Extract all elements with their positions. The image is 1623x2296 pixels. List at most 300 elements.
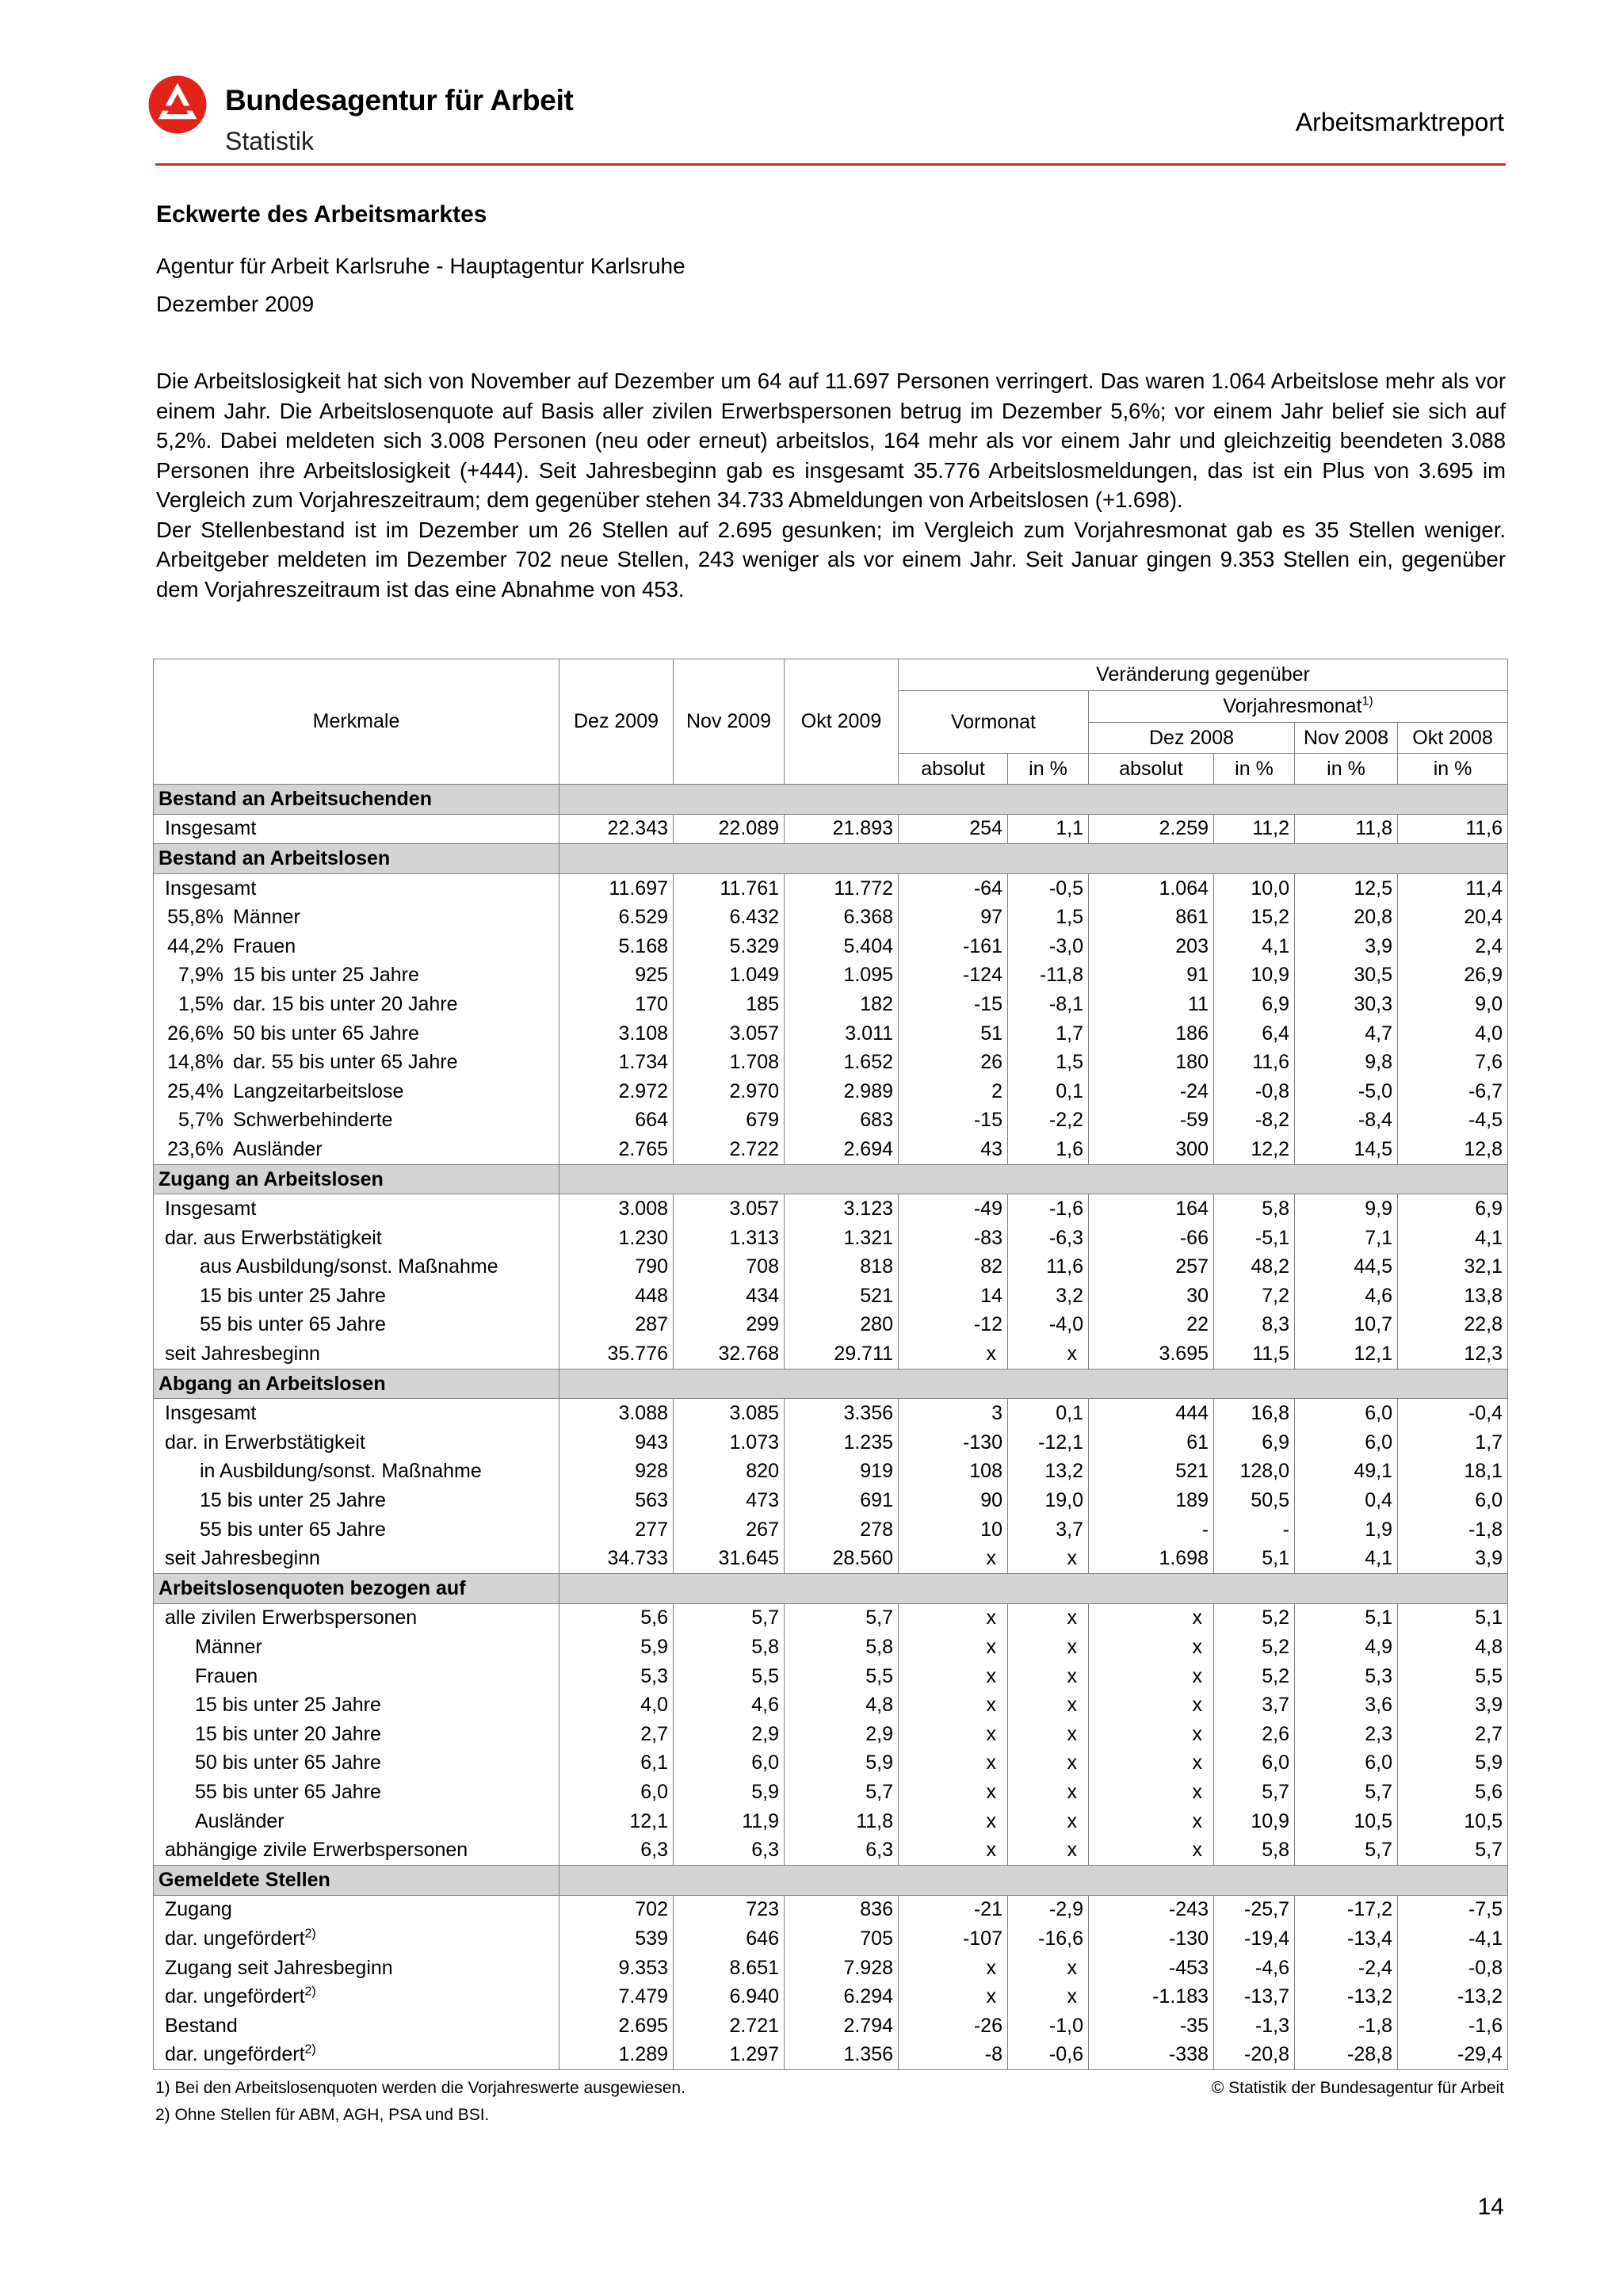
table-cell: -17,2 bbox=[1295, 1895, 1398, 1924]
row-label-text: abhängige zivile Erwerbspersonen bbox=[165, 1839, 468, 1862]
table-cell: 2.259 bbox=[1089, 814, 1214, 844]
table-cell: 3.088 bbox=[559, 1399, 674, 1428]
table-cell: 2,4 bbox=[1398, 932, 1508, 961]
table-row bbox=[154, 1311, 1508, 1340]
table-cell: -453 bbox=[1089, 1954, 1214, 1983]
header-okt-2008-pct: in % bbox=[1398, 754, 1508, 785]
table-cell: 5,7 bbox=[1214, 1778, 1295, 1807]
table-cell: 11.761 bbox=[674, 873, 785, 903]
row-label bbox=[154, 1778, 559, 1807]
table-cell: -26 bbox=[899, 2011, 1008, 2041]
table-cell: 5,5 bbox=[1398, 1662, 1508, 1691]
table-cell: -49 bbox=[899, 1194, 1008, 1224]
row-label-text: dar. ungefördert bbox=[165, 1985, 305, 2008]
table-cell: 5,8 bbox=[1214, 1194, 1295, 1224]
table-cell: -6,3 bbox=[1008, 1224, 1089, 1253]
table-cell: 925 bbox=[559, 961, 674, 991]
table-cell: -1,8 bbox=[1398, 1515, 1508, 1545]
table-cell: 18,1 bbox=[1398, 1457, 1508, 1487]
table-cell: -4,1 bbox=[1398, 1924, 1508, 1954]
table-cell: 4,6 bbox=[674, 1690, 785, 1720]
table-cell: 3.057 bbox=[674, 1019, 785, 1049]
table-cell: 0,1 bbox=[1008, 1077, 1089, 1106]
table-row bbox=[154, 814, 1508, 844]
table-cell: 563 bbox=[559, 1486, 674, 1515]
table-cell: 5,7 bbox=[785, 1778, 899, 1807]
table-cell: 0,1 bbox=[1008, 1399, 1089, 1428]
section-fill bbox=[559, 1164, 1508, 1194]
table-cell: 2.721 bbox=[674, 2011, 785, 2041]
row-label bbox=[154, 1311, 559, 1340]
table-cell: 5,8 bbox=[785, 1633, 899, 1662]
table-row bbox=[154, 1778, 1508, 1807]
table-section-row bbox=[154, 1865, 1508, 1895]
table-cell: 3,9 bbox=[1398, 1544, 1508, 1573]
table-section-row bbox=[154, 1369, 1508, 1399]
row-label bbox=[154, 1019, 559, 1049]
table-row bbox=[154, 932, 1508, 961]
table-cell: x bbox=[899, 1982, 1008, 2011]
table-cell: -19,4 bbox=[1214, 1924, 1295, 1954]
table-cell: x bbox=[1089, 1662, 1214, 1691]
row-label bbox=[154, 932, 559, 961]
row-label-text: 50 bis unter 65 Jahre bbox=[233, 1022, 419, 1045]
row-label bbox=[154, 1954, 559, 1983]
table-row bbox=[154, 873, 1508, 903]
table-row bbox=[154, 1399, 1508, 1428]
table-cell: -4,5 bbox=[1398, 1106, 1508, 1136]
table-row bbox=[154, 1807, 1508, 1836]
table-cell: 5.168 bbox=[559, 932, 674, 961]
table-cell: 10,7 bbox=[1295, 1311, 1398, 1340]
table-cell: 10,9 bbox=[1214, 1807, 1295, 1836]
row-label bbox=[154, 1836, 559, 1865]
row-label-text: 15 bis unter 25 Jahre bbox=[195, 1694, 381, 1717]
section-fill bbox=[559, 1369, 1508, 1399]
table-cell: 6,0 bbox=[1295, 1428, 1398, 1457]
table-cell: 6,4 bbox=[1214, 1019, 1295, 1049]
table-cell: 13,2 bbox=[1008, 1457, 1089, 1487]
table-cell: 5,7 bbox=[674, 1603, 785, 1633]
table-cell: - bbox=[1089, 1515, 1214, 1545]
table-cell: 1,5 bbox=[1008, 903, 1089, 932]
footnote-ref-2: 2) bbox=[304, 1927, 316, 1941]
table-cell: -13,2 bbox=[1295, 1982, 1398, 2011]
table-cell: x bbox=[1089, 1836, 1214, 1865]
table-cell: 6,0 bbox=[1214, 1749, 1295, 1778]
report-name: Arbeitsmarktreport bbox=[1295, 108, 1504, 136]
table-cell: x bbox=[1008, 1982, 1089, 2011]
table-row bbox=[154, 1603, 1508, 1633]
table-cell: 6,3 bbox=[559, 1836, 674, 1865]
table-cell: -4,6 bbox=[1214, 1954, 1295, 1983]
row-label bbox=[154, 1895, 559, 1924]
table-cell: 12,3 bbox=[1398, 1339, 1508, 1369]
row-share: 26,6% bbox=[167, 1022, 223, 1045]
table-row bbox=[154, 1077, 1508, 1106]
row-label bbox=[154, 1515, 559, 1545]
table-cell: 1.708 bbox=[674, 1048, 785, 1077]
table-cell: 30 bbox=[1089, 1282, 1214, 1311]
table-cell: 9,8 bbox=[1295, 1048, 1398, 1077]
row-label-text: 15 bis unter 25 Jahre bbox=[200, 1489, 386, 1512]
table-cell: 444 bbox=[1089, 1399, 1214, 1428]
document-date: Dezember 2009 bbox=[156, 292, 315, 316]
table-cell: 9,9 bbox=[1295, 1194, 1398, 1224]
table-row bbox=[154, 1428, 1508, 1457]
row-label-text: 50 bis unter 65 Jahre bbox=[195, 1752, 381, 1775]
table-cell: -5,1 bbox=[1214, 1224, 1295, 1253]
table-cell: x bbox=[1008, 1778, 1089, 1807]
table-cell: 189 bbox=[1089, 1486, 1214, 1515]
table-cell: 3,7 bbox=[1008, 1515, 1089, 1545]
row-label-text: Insgesamt bbox=[165, 1402, 257, 1425]
row-label-text: dar. in Erwerbstätigkeit bbox=[165, 1431, 365, 1454]
row-label-text: 55 bis unter 65 Jahre bbox=[200, 1518, 386, 1541]
table-cell: 12,1 bbox=[1295, 1339, 1398, 1369]
table-cell: 1.095 bbox=[785, 961, 899, 991]
table-cell: x bbox=[1089, 1603, 1214, 1633]
section-label: Bestand an Arbeitslosen bbox=[154, 844, 559, 874]
table-cell: 4,7 bbox=[1295, 1019, 1398, 1049]
table-cell: 4,9 bbox=[1295, 1633, 1398, 1662]
table-cell: 15,2 bbox=[1214, 903, 1295, 932]
table-cell: 170 bbox=[559, 990, 674, 1019]
table-row bbox=[154, 1836, 1508, 1865]
table-cell: 5.329 bbox=[674, 932, 785, 961]
row-label bbox=[154, 1399, 559, 1428]
table-cell: -2,2 bbox=[1008, 1106, 1089, 1136]
table-cell: 5,9 bbox=[674, 1778, 785, 1807]
table-cell: -21 bbox=[899, 1895, 1008, 1924]
table-cell: 6,9 bbox=[1214, 1428, 1295, 1457]
table-cell: 1.289 bbox=[559, 2041, 674, 2070]
table-cell: 5,2 bbox=[1214, 1662, 1295, 1691]
table-cell: -2,9 bbox=[1008, 1895, 1089, 1924]
footnote-ref-1: 1) bbox=[1361, 694, 1373, 709]
table-cell: 287 bbox=[559, 1311, 674, 1340]
table-cell: x bbox=[899, 1339, 1008, 1369]
table-cell: 5,3 bbox=[559, 1662, 674, 1691]
table-cell: -28,8 bbox=[1295, 2041, 1398, 2070]
table-cell: 5,9 bbox=[559, 1633, 674, 1662]
table-row bbox=[154, 1194, 1508, 1224]
table-cell: 6,1 bbox=[559, 1749, 674, 1778]
table-cell: 203 bbox=[1089, 932, 1214, 961]
row-label bbox=[154, 1924, 559, 1954]
table-cell: 6.940 bbox=[674, 1982, 785, 2011]
table-cell: 49,1 bbox=[1295, 1457, 1398, 1487]
row-label-text: 15 bis unter 20 Jahre bbox=[195, 1722, 381, 1745]
table-cell: 128,0 bbox=[1214, 1457, 1295, 1487]
table-cell: 448 bbox=[559, 1282, 674, 1311]
table-cell: 1.356 bbox=[785, 2041, 899, 2070]
table-cell: x bbox=[899, 1662, 1008, 1691]
table-cell: 5,1 bbox=[1295, 1603, 1398, 1633]
table-cell: 26,9 bbox=[1398, 961, 1508, 991]
row-share: 44,2% bbox=[167, 934, 223, 957]
section-label: Arbeitslosenquoten bezogen auf bbox=[154, 1574, 559, 1604]
table-cell: 521 bbox=[785, 1282, 899, 1311]
table-cell: 90 bbox=[899, 1486, 1008, 1515]
table-cell: 12,8 bbox=[1398, 1135, 1508, 1164]
table-cell: 4,1 bbox=[1214, 932, 1295, 961]
row-label bbox=[154, 1253, 559, 1282]
table-cell: 1,1 bbox=[1008, 814, 1089, 844]
header-vorjahresmonat: Vorjahresmonat$^{1)}$ bbox=[1089, 691, 1508, 723]
table-cell: x bbox=[899, 1778, 1008, 1807]
table-cell: 186 bbox=[1089, 1019, 1214, 1049]
table-cell: 108 bbox=[899, 1457, 1008, 1487]
ba-logo-icon bbox=[147, 74, 208, 135]
table-cell: 44,5 bbox=[1295, 1253, 1398, 1282]
table-cell: 6,3 bbox=[674, 1836, 785, 1865]
footnote-ref-2: 2) bbox=[304, 2043, 316, 2057]
row-label bbox=[154, 1428, 559, 1457]
row-share: 5,7% bbox=[178, 1109, 223, 1132]
row-label-text: dar. 15 bis unter 20 Jahre bbox=[233, 992, 458, 1015]
page-number: 14 bbox=[1477, 2194, 1504, 2220]
header-vormonat-pct: in % bbox=[1008, 754, 1089, 785]
table-cell: 3,7 bbox=[1214, 1690, 1295, 1720]
row-label bbox=[154, 1224, 559, 1253]
table-cell: 11.772 bbox=[785, 873, 899, 903]
table-cell: 1.235 bbox=[785, 1428, 899, 1457]
table-cell: 1.313 bbox=[674, 1224, 785, 1253]
section-fill bbox=[559, 844, 1508, 874]
table-cell: 30,3 bbox=[1295, 990, 1398, 1019]
table-cell: 5,6 bbox=[1398, 1778, 1508, 1807]
table-cell: 91 bbox=[1089, 961, 1214, 991]
table-cell: 3.356 bbox=[785, 1399, 899, 1428]
table-cell: x bbox=[899, 1749, 1008, 1778]
row-label-text: 15 bis unter 25 Jahre bbox=[200, 1284, 386, 1307]
table-cell: -1,0 bbox=[1008, 2011, 1089, 2041]
table-header bbox=[154, 659, 1508, 785]
table-cell: 5,7 bbox=[785, 1603, 899, 1633]
table-row bbox=[154, 1895, 1508, 1924]
table-cell: 4,6 bbox=[1295, 1282, 1398, 1311]
table-cell: x bbox=[899, 1633, 1008, 1662]
table-cell: -11,8 bbox=[1008, 961, 1089, 991]
labor-market-table bbox=[153, 659, 1508, 2070]
header-vorjahr-pct: in % bbox=[1214, 754, 1295, 785]
table-cell: -6,7 bbox=[1398, 1077, 1508, 1106]
table-cell: x bbox=[899, 1603, 1008, 1633]
table-cell: 3.008 bbox=[559, 1194, 674, 1224]
table-row bbox=[154, 1282, 1508, 1311]
table-row bbox=[154, 1457, 1508, 1487]
footnote-2: 2) Ohne Stellen für ABM, AGH, PSA und BSI. bbox=[155, 2106, 490, 2124]
table-cell: 664 bbox=[559, 1106, 674, 1136]
page-header bbox=[0, 0, 1623, 170]
table-cell: 185 bbox=[674, 990, 785, 1019]
table-cell: 2,7 bbox=[1398, 1720, 1508, 1749]
table-cell: -1.183 bbox=[1089, 1982, 1214, 2011]
table-cell: 11,9 bbox=[674, 1807, 785, 1836]
table-cell: 4,1 bbox=[1295, 1544, 1398, 1573]
table-cell: -12,1 bbox=[1008, 1428, 1089, 1457]
table-cell: 5,3 bbox=[1295, 1662, 1398, 1691]
row-label-text: in Ausbildung/sonst. Maßnahme bbox=[200, 1460, 482, 1483]
table-section-row bbox=[154, 844, 1508, 874]
row-label-text: Insgesamt bbox=[165, 1198, 257, 1221]
intro-paragraph-2: Der Stellenbestand ist im Dezember um 26 Stellen auf 2.695 gesunken; im Vergleich zum Vorjahresmonat gab es 35 Stellen weniger. Arbeitgeber meldeten im Dezember 702 neue Stellen, 243 weniger als vor einem Jahr. Seit Januar gingen 9.353 Stellen ein, gegenüber dem Vorjahreszeitraum ist das eine Abnahme von 453. bbox=[156, 517, 1506, 602]
table-cell: -35 bbox=[1089, 2011, 1214, 2041]
table-cell: 11,5 bbox=[1214, 1339, 1295, 1369]
table-row bbox=[154, 1048, 1508, 1077]
table-cell: 35.776 bbox=[559, 1339, 674, 1369]
table-row bbox=[154, 1720, 1508, 1749]
table-row bbox=[154, 1515, 1508, 1545]
table-cell: 5.404 bbox=[785, 932, 899, 961]
table-cell: 5,1 bbox=[1398, 1603, 1508, 1633]
table-cell: 32.768 bbox=[674, 1339, 785, 1369]
table-cell: -161 bbox=[899, 932, 1008, 961]
table-cell: 1.049 bbox=[674, 961, 785, 991]
table-cell: 28.560 bbox=[785, 1544, 899, 1573]
table-row bbox=[154, 1924, 1508, 1954]
table-cell: 3.057 bbox=[674, 1194, 785, 1224]
table-cell: 11,6 bbox=[1214, 1048, 1295, 1077]
table-cell: x bbox=[899, 1954, 1008, 1983]
table-cell: 6.294 bbox=[785, 1982, 899, 2011]
table-cell: x bbox=[1008, 1339, 1089, 1369]
section-label: Abgang an Arbeitslosen bbox=[154, 1369, 559, 1399]
row-label-text: Frauen bbox=[195, 1664, 258, 1687]
row-label-text: Männer bbox=[233, 906, 300, 929]
table-cell: x bbox=[1008, 1836, 1089, 1865]
table-cell: 21.893 bbox=[785, 814, 899, 844]
table-cell: 5,7 bbox=[1295, 1836, 1398, 1865]
table-cell: 2.722 bbox=[674, 1135, 785, 1164]
row-label-text: dar. 55 bis unter 65 Jahre bbox=[233, 1051, 458, 1074]
table-cell: 10,5 bbox=[1398, 1807, 1508, 1836]
header-veraenderung: Veränderung gegenüber bbox=[899, 659, 1508, 691]
table-cell: 182 bbox=[785, 990, 899, 1019]
table-cell: x bbox=[899, 1807, 1008, 1836]
footnote-ref-2: 2) bbox=[304, 1985, 316, 1999]
table-row bbox=[154, 2011, 1508, 2041]
table-cell: 5,2 bbox=[1214, 1633, 1295, 1662]
row-label-text: Ausländer bbox=[233, 1137, 323, 1160]
row-label bbox=[154, 1077, 559, 1106]
table-cell: 34.733 bbox=[559, 1544, 674, 1573]
table-cell: 3,6 bbox=[1295, 1690, 1398, 1720]
table-cell: 1.734 bbox=[559, 1048, 674, 1077]
table-cell: 4,0 bbox=[1398, 1019, 1508, 1049]
table-cell: 539 bbox=[559, 1924, 674, 1954]
table-cell: 1,5 bbox=[1008, 1048, 1089, 1077]
table-cell: 5,8 bbox=[674, 1633, 785, 1662]
table-cell: 8.651 bbox=[674, 1954, 785, 1983]
table-cell: 836 bbox=[785, 1895, 899, 1924]
table-cell: 1.297 bbox=[674, 2041, 785, 2070]
table-cell: 7.479 bbox=[559, 1982, 674, 2011]
table-row bbox=[154, 903, 1508, 932]
table-row bbox=[154, 1019, 1508, 1049]
table-cell: 164 bbox=[1089, 1194, 1214, 1224]
table-cell: 1.652 bbox=[785, 1048, 899, 1077]
table-cell: 6,0 bbox=[1295, 1399, 1398, 1428]
table-cell: -3,0 bbox=[1008, 932, 1089, 961]
table-cell: 1,7 bbox=[1398, 1428, 1508, 1457]
row-label bbox=[154, 1194, 559, 1224]
table-cell: -20,8 bbox=[1214, 2041, 1295, 2070]
row-label-text: Schwerbehinderte bbox=[233, 1109, 393, 1132]
row-label-text: Männer bbox=[195, 1636, 262, 1659]
table-cell: 22.089 bbox=[674, 814, 785, 844]
table-cell: 919 bbox=[785, 1457, 899, 1487]
table-cell: 11,8 bbox=[785, 1807, 899, 1836]
row-label-text: aus Ausbildung/sonst. Maßnahme bbox=[200, 1255, 498, 1278]
row-label-text: seit Jahresbeginn bbox=[165, 1343, 320, 1366]
table-cell: 10,0 bbox=[1214, 873, 1295, 903]
table-cell: -0,5 bbox=[1008, 873, 1089, 903]
row-share: 25,4% bbox=[167, 1079, 223, 1102]
table-cell: x bbox=[1089, 1749, 1214, 1778]
table-cell: 300 bbox=[1089, 1135, 1214, 1164]
table-cell: 11,8 bbox=[1295, 814, 1398, 844]
row-label bbox=[154, 1339, 559, 1369]
table-cell: 2.794 bbox=[785, 2011, 899, 2041]
table-cell: -243 bbox=[1089, 1895, 1214, 1924]
copyright: © Statistik der Bundesagentur für Arbeit bbox=[1211, 2079, 1504, 2097]
row-label-text: Bestand bbox=[165, 2014, 238, 2037]
table-cell: -24 bbox=[1089, 1077, 1214, 1106]
table-cell: 3.108 bbox=[559, 1019, 674, 1049]
table-cell: -12 bbox=[899, 1311, 1008, 1340]
table-cell: -8,2 bbox=[1214, 1106, 1295, 1136]
row-label-text: Ausländer bbox=[195, 1809, 285, 1832]
table-cell: 5,1 bbox=[1214, 1544, 1295, 1573]
table-cell: 11,2 bbox=[1214, 814, 1295, 844]
table-cell: 2.989 bbox=[785, 1077, 899, 1106]
table-cell: 1.073 bbox=[674, 1428, 785, 1457]
table-cell: x bbox=[1008, 1749, 1089, 1778]
table-cell: -1,3 bbox=[1214, 2011, 1295, 2041]
table-cell: x bbox=[899, 1690, 1008, 1720]
row-label bbox=[154, 2041, 559, 2070]
table-cell: 1,7 bbox=[1008, 1019, 1089, 1049]
row-label bbox=[154, 903, 559, 932]
table-row bbox=[154, 1662, 1508, 1691]
table-cell: 708 bbox=[674, 1253, 785, 1282]
table-cell: 2,3 bbox=[1295, 1720, 1398, 1749]
row-label-text: Langzeitarbeitslose bbox=[233, 1079, 404, 1102]
row-label bbox=[154, 1690, 559, 1720]
table-cell: -0,8 bbox=[1398, 1954, 1508, 1983]
table-cell: x bbox=[1089, 1633, 1214, 1662]
table-cell: -1,6 bbox=[1398, 2011, 1508, 2041]
table-cell: -107 bbox=[899, 1924, 1008, 1954]
table-cell: -15 bbox=[899, 990, 1008, 1019]
row-label bbox=[154, 1633, 559, 1662]
table-cell: 11 bbox=[1089, 990, 1214, 1019]
table-cell: 2,9 bbox=[785, 1720, 899, 1749]
table-cell: 820 bbox=[674, 1457, 785, 1487]
table-cell: -16,6 bbox=[1008, 1924, 1089, 1954]
row-label bbox=[154, 1603, 559, 1633]
table-cell: x bbox=[1008, 1662, 1089, 1691]
table-cell: 3,9 bbox=[1398, 1690, 1508, 1720]
table-cell: 1.321 bbox=[785, 1224, 899, 1253]
table-cell: 6,9 bbox=[1398, 1194, 1508, 1224]
row-label-text: alle zivilen Erwerbspersonen bbox=[165, 1606, 418, 1629]
intro-paragraph-1: Die Arbeitslosigkeit hat sich von November auf Dezember um 64 auf 11.697 Personen verringert. Das waren 1.064 Arbeitslose mehr als vor einem Jahr. Die Arbeitslosenquote auf Basis aller zivilen Erwerbspersonen betrug im Dezember 5,6%; vor einem Jahr belief sie sich auf 5,2%. Dabei meldeten sich 3.008 Personen (neu oder erneut) arbeitslos, 164 mehr als vor einem Jahr und gleichzeitig beendeten 3.088 Personen ihre Arbeitslosigkeit (+444). Seit Jahresbeginn gab es insgesamt 35.776 Arbeitslosmeldungen, das ist ein Plus von 3.695 im Vergleich zum Vorjahreszeitraum; dem gegenüber stehen 34.733 Abmeldungen von Arbeitslosen (+1.698). bbox=[156, 369, 1506, 512]
table-cell: -25,7 bbox=[1214, 1895, 1295, 1924]
table-cell: 22,8 bbox=[1398, 1311, 1508, 1340]
